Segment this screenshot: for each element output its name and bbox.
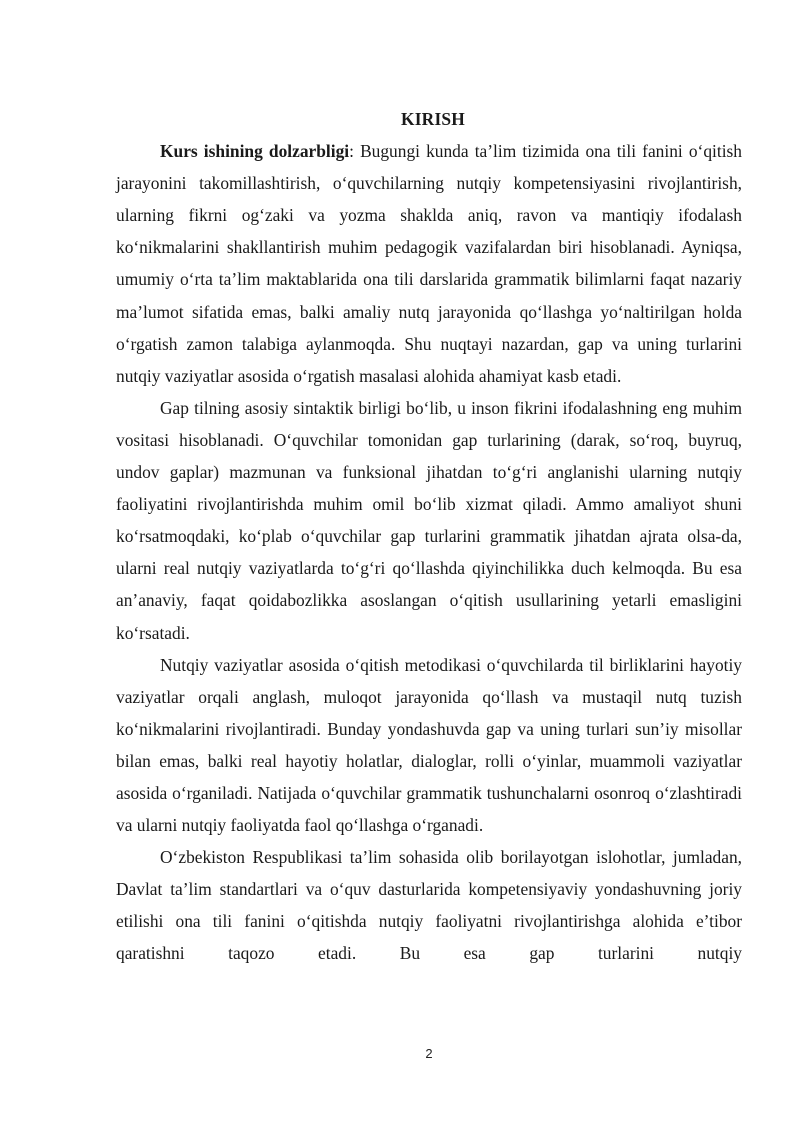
paragraph-4 [116, 841, 742, 969]
paragraph-text: : Bugungi kunda ta’lim tizimida ona tili fanini o‘qitish jarayonini takomillashtirish, o‘quvchilarning nutqiy kompetensiyasini rivojlantirish, ularning fikrni og‘zaki va yozma shaklda aniq, ravon va mantiqiy ifodalash ko‘nikmalarini shakllantirish muhim pedagogik vazifalardan biri hisoblanadi. Ayniqsa, umumiy o‘rta ta’lim maktablarida ona tili darslarida grammatik bilimlarni faqat nazariy ma’lumot sifatida emas, balki amaliy nutq jarayonida qo‘llashga yo‘naltirilgan holda o‘rgatish zamon talabiga aylanmoqda. Shu nuqtayi nazardan, gap va uning turlarini nutqiy vaziyatlar asosida o‘rgatish masalasi alohida ahamiyat kasb etadi. [116, 141, 742, 386]
paragraph-1 [116, 135, 742, 392]
paragraph-3 [116, 649, 742, 842]
paragraph-text: Gap tilning asosiy sintaktik birligi bo‘lib, u inson fikrini ifodalashning eng muhim vositasi hisoblanadi. O‘quvchilar tomonidan gap turlarining (darak, so‘roq, buyruq, undov gaplar) mazmunan va funksional jihatdan to‘g‘ri anglanishi ularning nutqiy faoliyatini rivojlantirishda muhim omil bo‘lib xizmat qiladi. Ammo amaliyot shuni ko‘rsatmoqdaki, ko‘plab o‘quvchilar gap turlarini grammatik jihatdan ajrata olsa-da, ularni real nutqiy vaziyatlarda to‘g‘ri qo‘llashda qiyinchilikka duch kelmoqda. Bu esa an’anaviy, faqat qoidabozlikka asoslangan o‘qitish usullarining yetarli emasligini ko‘rsatadi. [116, 397, 742, 643]
page-number: 2 [425, 1046, 433, 1061]
page-title: KIRISH [400, 109, 466, 129]
paragraph-text: Nutqiy vaziyatlar asosida o‘qitish metodikasi o‘quvchilarda til birliklarini hayotiy vaziyatlar orqali anglash, muloqot jarayonida qo‘llash va mustaqil nutq tuzish ko‘nikmalarini rivojlantiradi. Bunday yondashuvda gap va uning turlari sun’iy misollar bilan emas, balki real hayotiy holatlar, dialoglar, rolli o‘yinlar, muammoli vaziyatlar asosida o‘rganiladi. Natijada o‘quvchilar grammatik tushunchalarni osonroq o‘zlashtiradi va ularni nutqiy faoliyatda faol qo‘llashga o‘rganadi. [116, 654, 742, 836]
paragraph-lead: Kurs ishining dolzarbligi [160, 141, 350, 162]
page-body [116, 103, 742, 970]
paragraph-2 [116, 392, 742, 649]
paragraph-text: O‘zbekiston Respublikasi ta’lim sohasida olib borilayotgan islohotlar, jumladan, Davlat ta’lim standartlari va o‘quv dasturlarida kompetensiyaviy yondashuvning joriy etilishi ona tili fanini o‘qitishda nutqiy faoliyatni rivojlantirishga alohida e’tibor qaratishni taqozo etadi. Bu esa gap turlarini nutqiy [116, 847, 742, 964]
